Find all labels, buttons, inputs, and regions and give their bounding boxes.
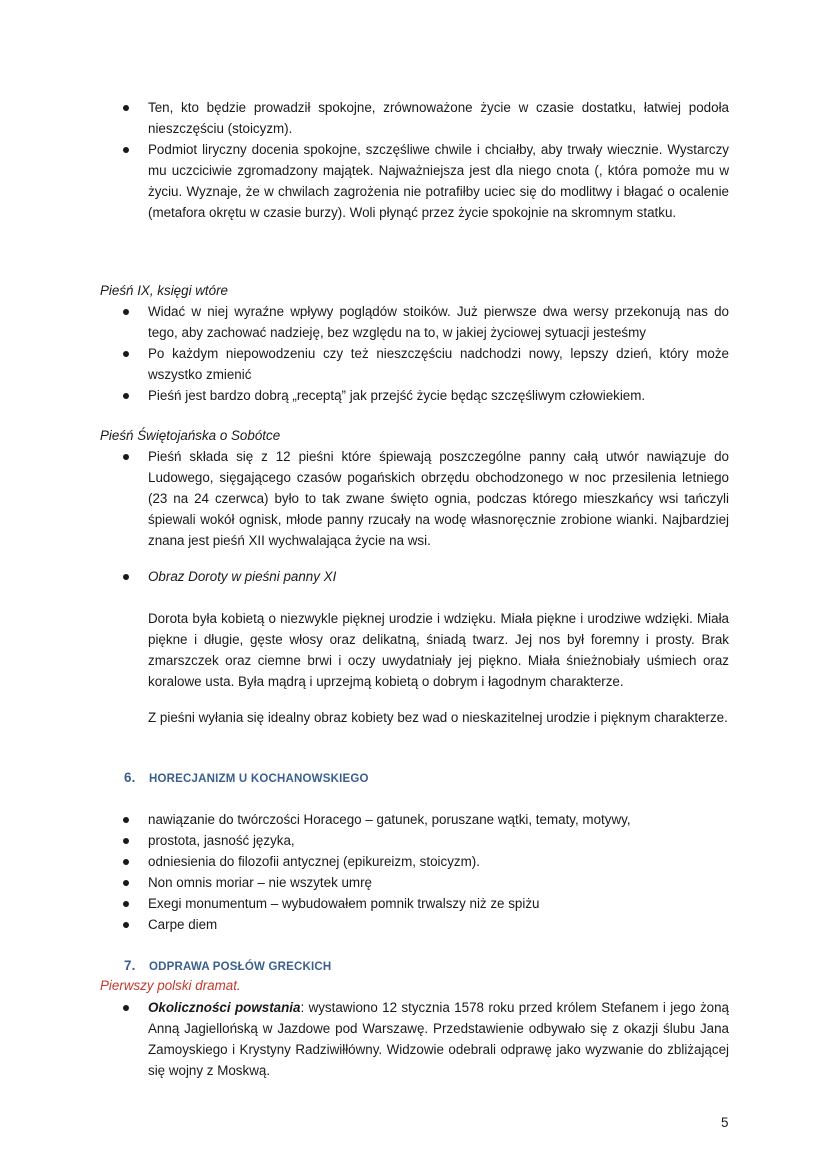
first-polish-drama-note: Pierwszy polski dramat.: [100, 978, 241, 993]
bullet-icon: [123, 574, 129, 580]
heading-number: 7.: [124, 958, 136, 973]
page-number: 5: [721, 1115, 729, 1130]
bullet-icon: [123, 901, 129, 907]
bullet-icon: [123, 147, 129, 153]
bullet-icon: [123, 393, 129, 399]
list-item: Pieśń składa się z 12 pieśni które śpiewają poszczególne panny całą utwór nawiązuje do Ludowego, sięgającego czasów pogańskich obrzędu obchodzonego w noc przesilenia letniego (23 na 24 czerwca) było to tak zwane święto ognia, podczas którego mieszkańcy wsi tańczyli śpiewali wokół ognisk, młode panny rzucały na wodę własnoręcznie zrobione wianki. Najbardziej znana jest pieśń XII wychwalająca życie na wsi.: [101, 446, 729, 551]
list-item: [101, 566, 729, 587]
odprawa-bullet-list: [101, 997, 729, 1081]
bullet-icon: [123, 880, 129, 886]
dorota-summary: Z pieśni wyłania się idealny obraz kobiety bez wad o nieskazitelnej urodzie i pięknym charakterze.: [148, 710, 728, 725]
section-heading-6: [124, 767, 369, 790]
piesn-ix-label: Pieśń IX, księgi wtóre: [100, 283, 229, 298]
okolicznosci-label: Okoliczności powstania: [148, 1000, 301, 1015]
list-item: Non omnis moriar – nie wszytek umrę: [101, 872, 729, 893]
bullet-icon: [123, 922, 129, 928]
list-item: [101, 997, 729, 1081]
heading-number: 6.: [124, 770, 136, 785]
obraz-doroty-title: Obraz Doroty w pieśni panny XI: [148, 569, 337, 584]
sobotka-bullet-list: [101, 446, 729, 551]
list-item: Exegi monumentum – wybudowałem pomnik trwalszy niż ze spiżu: [101, 893, 729, 914]
list-item: Podmiot liryczny docenia spokojne, szczęśliwe chwile i chciałby, aby trwały wiecznie. Wystarczy mu uczciciwie zgromadzony majątek. Najważniejsza jest dla niego cnota (, która pomoże mu w życiu. Wyznaje, że w chwilach zagrożenia nie potrafiłby uciec się do modlitwy i błagać o ocalenie (metafora okrętu w czasie burzy). Woli płynąć przez życie spokojnie na skromnym statku.: [101, 139, 729, 223]
list-item: nawiązanie do twórczości Horacego – gatunek, poruszane wątki, tematy, motywy,: [101, 809, 729, 830]
piesn-ix-bullet-list: [101, 301, 729, 406]
list-item: Ten, kto będzie prowadził spokojne, zrównoważone życie w czasie dostatku, łatwiej podoła nieszczęściu (stoicyzm).: [101, 97, 729, 139]
bullet-icon: [123, 859, 129, 865]
stoicism-bullet-list: [101, 97, 729, 223]
okolicznosci-text: : wystawiono 12 stycznia 1578 roku przed królem Stefanem i jego żoną Anną Jagiellońską w Jazdowe pod Warszawę. Przedstawienie odbywało się z okazji ślubu Jana Zamoyskiego i Krystyny Radziwiłłówny. Widzowie odebrali odprawę jako wyzwanie do zbliżającej się wojny z Moskwą.: [148, 1000, 729, 1078]
list-item: Pieśń jest bardzo dobrą „receptą” jak przejść życie będąc szczęśliwym człowiekiem.: [101, 385, 729, 406]
list-item: odniesienia do filozofii antycznej (epikureizm, stoicyzm).: [101, 851, 729, 872]
bullet-icon: [123, 309, 129, 315]
horacjanizm-bullet-list: [101, 809, 729, 935]
dorota-description: Dorota była kobietą o niezwykle pięknej urodzie i wdzięku. Miała piękne i urodziwe wdzięki. Miała piękne i długie, gęste włosy oraz delikatną, śniadą twarz. Jej nos był foremny i prosty. Brak zmarszczek oraz ciemne brwi i oczy uwydatniały jej piękno. Miała śnieżnobiały uśmiech oraz koralowe usta. Była mądrą i uprzejmą kobietą o dobrym i łagodnym charakterze.: [148, 611, 729, 689]
list-item: Carpe diem: [101, 914, 729, 935]
heading-text: HORECJANIZM U KOCHANOWSKIEGO: [149, 773, 369, 785]
bullet-icon: [123, 838, 129, 844]
sobotka-label: Pieśń Świętojańska o Sobótce: [100, 428, 281, 443]
list-item: Po każdym niepowodzeniu czy też nieszczęściu nadchodzi nowy, lepszy dzień, który może wszystko zmienić: [101, 343, 729, 385]
bullet-icon: [123, 1005, 129, 1011]
bullet-icon: [123, 105, 129, 111]
obraz-doroty-list: [101, 566, 729, 587]
bullet-icon: [123, 817, 129, 823]
bullet-icon: [123, 351, 129, 357]
list-item: prostota, jasność języka,: [101, 830, 729, 851]
bullet-icon: [123, 454, 129, 460]
heading-text: ODPRAWA POSŁÓW GRECKICH: [149, 961, 332, 973]
list-item: Widać w niej wyraźne wpływy poglądów stoików. Już pierwsze dwa wersy przekonują nas do tego, aby zachować nadzieję, bez względu na to, w jakiej życiowej sytuacji jesteśmy: [101, 301, 729, 343]
